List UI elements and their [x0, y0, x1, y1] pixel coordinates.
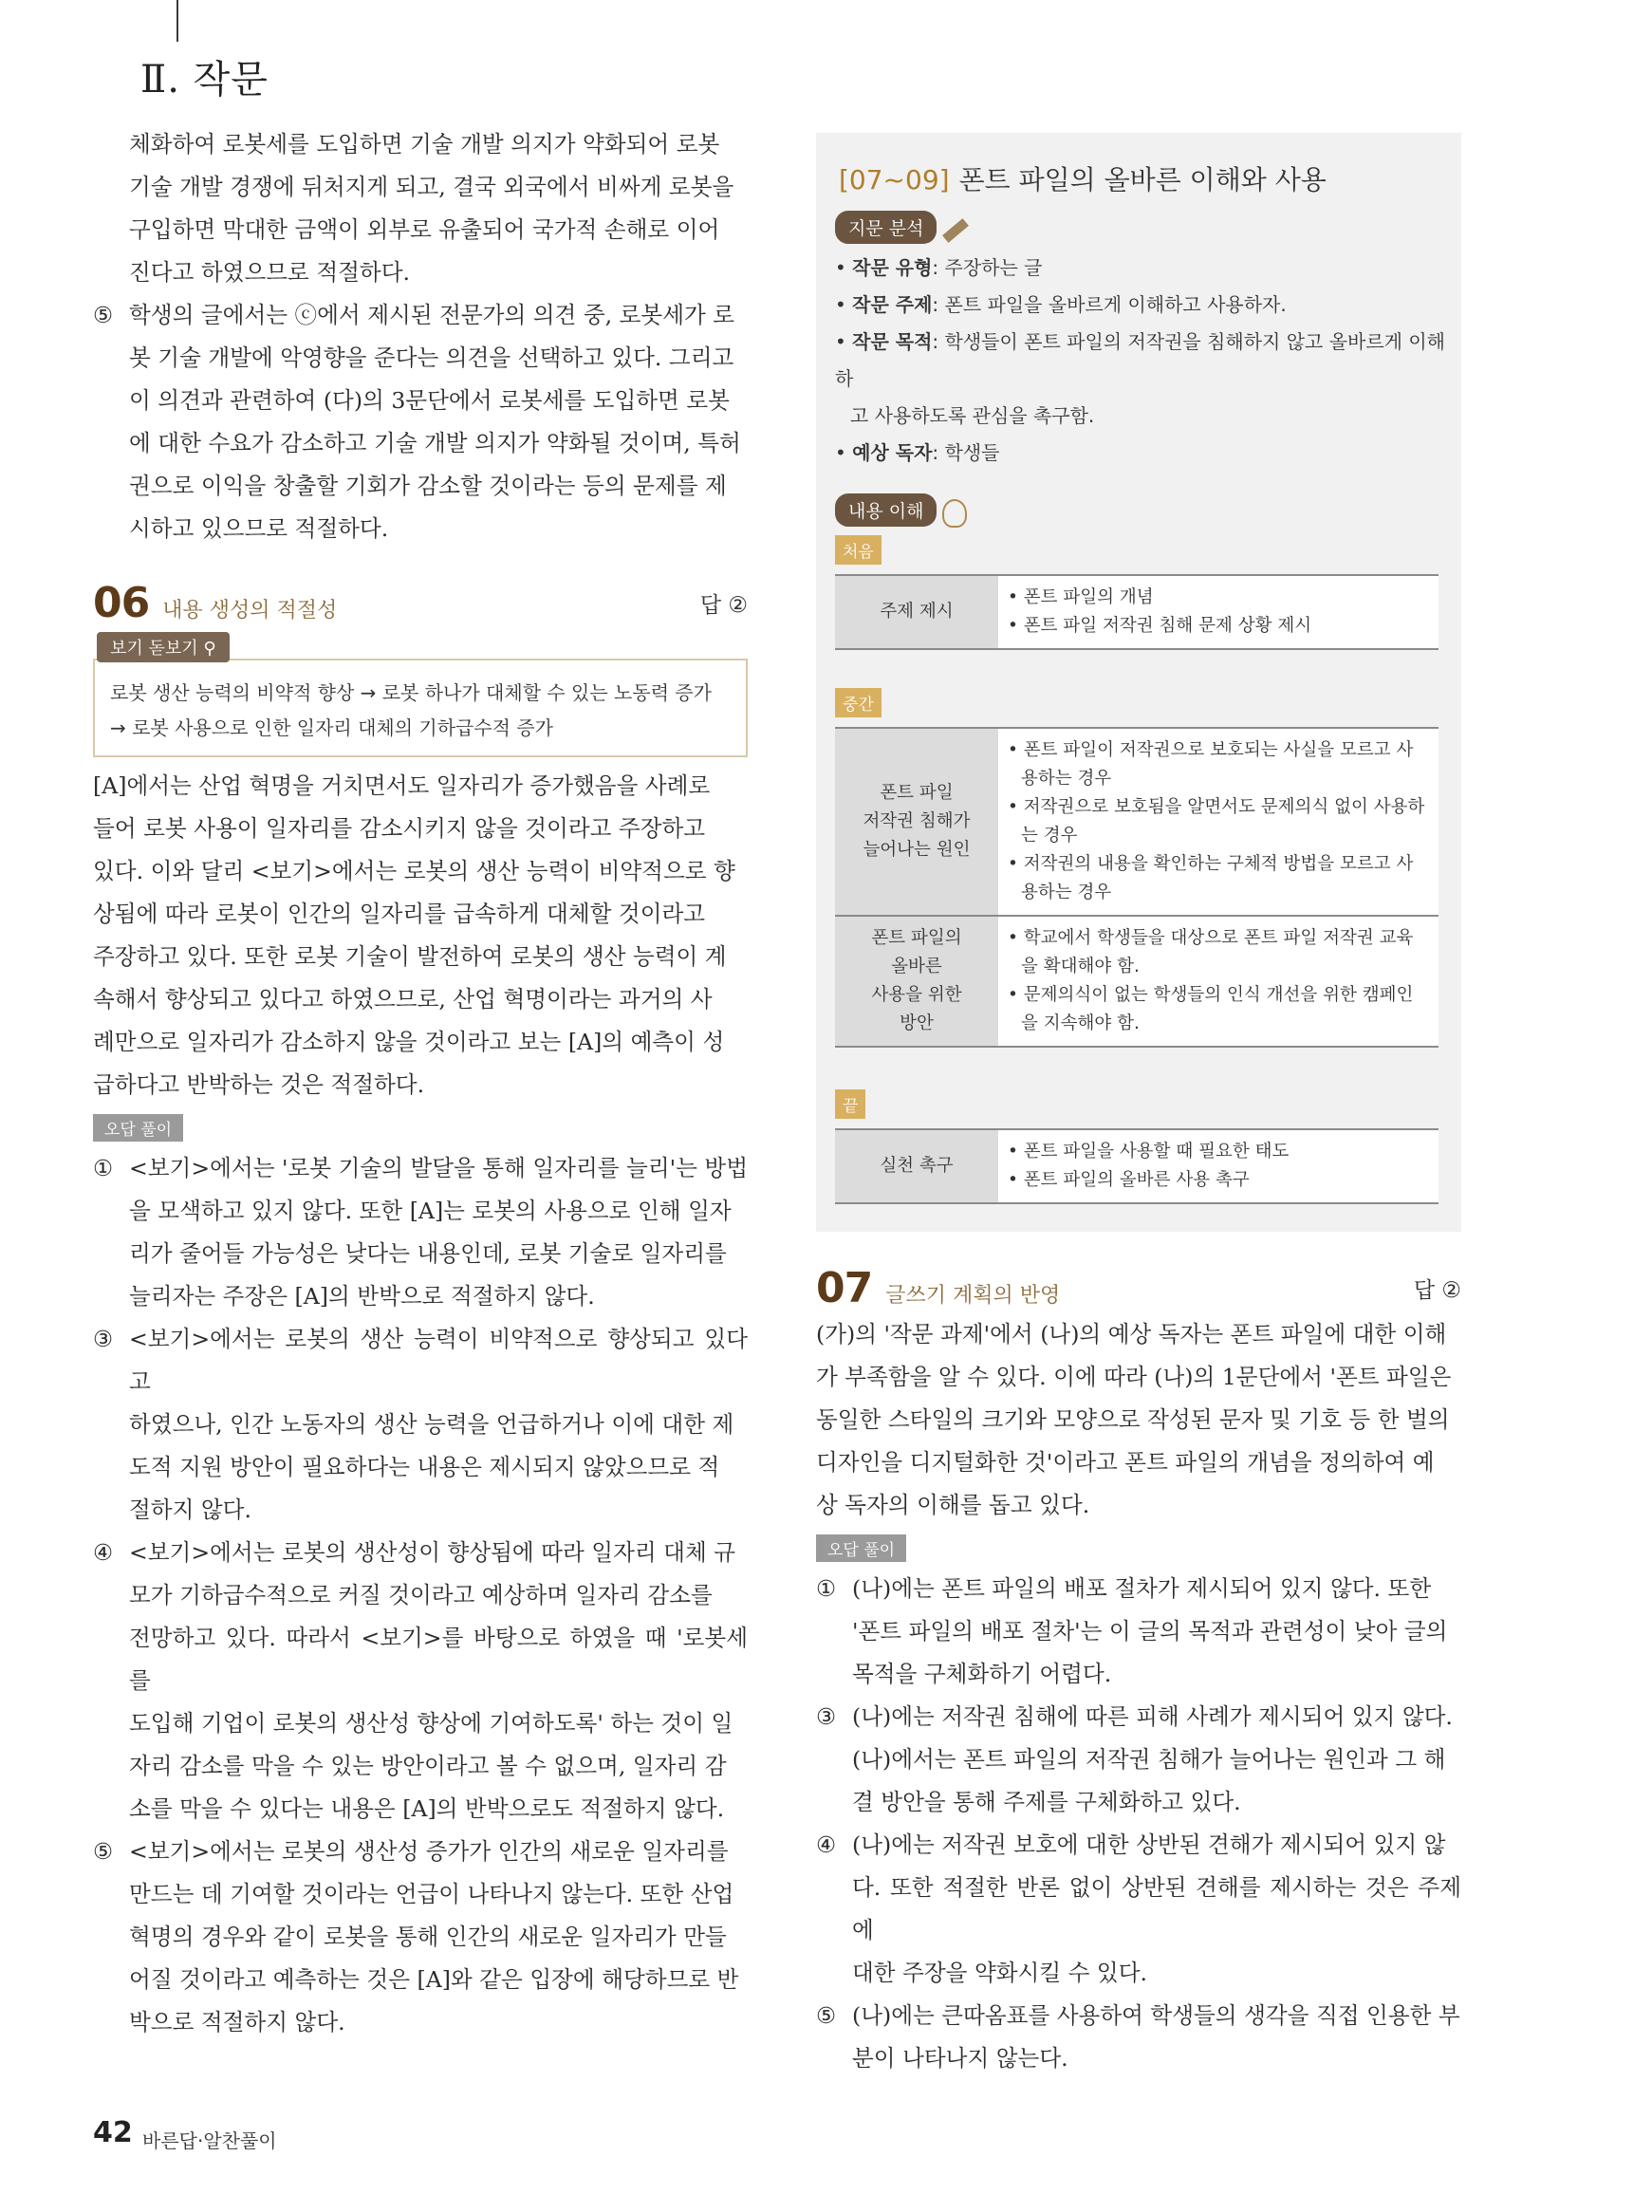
text-line: (나)에서는 폰트 파일의 저작권 침해가 늘어나는 원인과 그 해 — [852, 1746, 1446, 1773]
row-label: 주제 제시 — [835, 575, 998, 649]
wrong-item-5 — [93, 1831, 748, 2044]
text-line: 체화하여 로봇세를 도입하면 기술 개발 의지가 약화되어 로봇 — [129, 131, 720, 158]
text-line: 구입하면 막대한 금액이 외부로 유출되어 국가적 손해로 이어 — [129, 216, 720, 243]
text-line: 상됨에 따라 로봇이 인간의 일자리를 급속하게 대체할 것이라고 — [93, 901, 706, 927]
item-number: ① — [816, 1575, 837, 1602]
analysis-value: 고 사용하도록 관심을 촉구함. — [850, 404, 1095, 427]
bullet-text: 폰트 파일의 올바른 사용 촉구 — [1023, 1169, 1250, 1190]
row-label: 폰트 파일의 올바른 사용을 위한 방안 — [835, 916, 998, 1047]
text-line: 봇 기술 개발에 악영향을 준다는 의견을 선택하고 있다. 그리고 — [129, 344, 734, 371]
text-line: (가)의 '작문 과제'에서 (나)의 예상 독자는 폰트 파일에 대한 이해 — [816, 1321, 1447, 1348]
chapter-title: Ⅱ. 작문 — [140, 58, 269, 102]
summary-table — [835, 1128, 1439, 1204]
page-number: 42 — [93, 2116, 133, 2149]
item-number: ⑤ — [93, 302, 114, 328]
wrong-item-4 — [816, 1824, 1461, 1995]
item-number: ③ — [93, 1326, 114, 1352]
row-bullet: • 문제의식이 없는 학생들의 인식 개선을 위한 캠페인을 지속해야 함. — [1008, 984, 1414, 1033]
text-line: 자리 감소를 막을 수 있는 방안이라고 볼 수 없으며, 일자리 감 — [129, 1753, 727, 1779]
item-number: ① — [93, 1155, 114, 1181]
analysis-value: : 폰트 파일을 올바르게 이해하고 사용하자. — [932, 293, 1287, 316]
text-line: 전망하고 있다. 따라서 <보기>를 바탕으로 하였을 때 '로봇세를 — [129, 1625, 748, 1694]
text-line: 례만으로 일자리가 감소하지 않을 것이라고 보는 [A]의 예측이 성 — [93, 1029, 725, 1055]
section-beginning — [835, 535, 1439, 650]
analysis-key: 예상 독자 — [852, 441, 933, 464]
analysis-item — [835, 398, 1461, 435]
text-line: 어질 것이라고 예측하는 것은 [A]와 같은 입장에 해당하므로 반 — [129, 1966, 739, 1993]
text-line: 목적을 구체화하기 어렵다. — [852, 1661, 1112, 1687]
bullet-text: 학교에서 학생들을 대상으로 폰트 파일 저작권 교육을 확대해야 함. — [1021, 927, 1414, 976]
text-line: 기술 개발 경쟁에 뒤처지게 되고, 결국 외국에서 비싸게 로봇을 — [129, 174, 734, 200]
section-tag: 중간 — [835, 688, 882, 717]
passage-range: [07~09] — [839, 164, 950, 195]
bogi-line: 로봇 생산 능력의 비약적 향상 → 로봇 하나가 대체할 수 있는 노동력 증가 — [110, 681, 713, 704]
table-row — [835, 1129, 1439, 1203]
section-tag: 처음 — [835, 535, 882, 565]
text-line: [A]에서는 산업 혁명을 거치면서도 일자리가 증가했음을 사례로 — [93, 772, 711, 799]
item-number: ⑤ — [816, 2002, 837, 2029]
passage-title: 폰트 파일의 올바른 이해와 사용 — [958, 164, 1327, 195]
text-line: (나)에는 저작권 보호에 대한 상반된 견해가 제시되어 있지 않 — [852, 1831, 1446, 1858]
row-bullet: • 저작권으로 보호됨을 알면서도 문제의식 없이 사용하는 경우 — [1008, 796, 1425, 846]
text-line: 이 의견과 관련하여 (다)의 3문단에서 로봇세를 도입하면 로봇 — [129, 387, 730, 414]
text-line: 혁명의 경우와 같이 로봇을 통해 인간의 새로운 일자리가 만들 — [129, 1924, 727, 1950]
bullet-text: 저작권의 내용을 확인하는 구체적 방법을 모르고 사용하는 경우 — [1021, 853, 1414, 902]
row-bullet: • 폰트 파일 저작권 침해 문제 상황 제시 — [1008, 615, 1312, 636]
wrong-item-3 — [816, 1696, 1461, 1824]
text-line: 도적 지원 방안이 필요하다는 내용은 제시되지 않았으므로 적 — [129, 1454, 720, 1480]
summary-table — [835, 727, 1439, 1048]
table-row — [835, 916, 1439, 1047]
analysis-panel — [816, 133, 1461, 1232]
analysis-item: • 작문 유형: 주장하는 글 — [835, 256, 1043, 279]
wrong-item-5 — [816, 1995, 1461, 2080]
row-content — [998, 916, 1439, 1047]
text-line: 소를 막을 수 있다는 내용은 [A]의 반박으로도 적절하지 않다. — [129, 1795, 725, 1822]
row-bullet: • 학교에서 학생들을 대상으로 폰트 파일 저작권 교육을 확대해야 함. — [1008, 927, 1414, 976]
text-line: 디자인을 디지털화한 것'이라고 폰트 파일의 개념을 정의하여 예 — [816, 1449, 1435, 1476]
table-row — [835, 575, 1439, 649]
wrong-item-1 — [816, 1568, 1461, 1696]
summary-table — [835, 574, 1439, 650]
bullet-text: 문제의식이 없는 학생들의 인식 개선을 위한 캠페인을 지속해야 함. — [1021, 984, 1414, 1033]
bullet-text: 폰트 파일을 사용할 때 필요한 태도 — [1023, 1141, 1290, 1162]
analysis-item: • 작문 주제: 폰트 파일을 올바르게 이해하고 사용하자. — [835, 293, 1287, 316]
analysis-tag — [835, 211, 937, 244]
wrong-item-1 — [93, 1147, 748, 1318]
text-line: <보기>에서는 로봇의 생산성 증가가 인간의 새로운 일자리를 — [129, 1838, 729, 1865]
row-label: 폰트 파일 저작권 침해가 늘어나는 원인 — [835, 728, 998, 916]
bullet-text: 폰트 파일 저작권 침해 문제 상황 제시 — [1023, 615, 1312, 636]
row-bullet: • 저작권의 내용을 확인하는 구체적 방법을 모르고 사용하는 경우 — [1008, 853, 1414, 902]
bogi-box — [93, 659, 748, 757]
bogi-tag-label: 보기 돋보기 — [110, 639, 198, 659]
text-line: 을 모색하고 있지 않다. 또한 [A]는 로봇의 사용으로 인해 일자 — [129, 1198, 732, 1224]
text-line: 도입해 기업이 로봇의 생산성 향상에 기여하도록' 하는 것이 일 — [129, 1710, 733, 1737]
question-number: 07 — [816, 1263, 873, 1312]
text-line: 동일한 스타일의 크기와 모양으로 작성된 문자 및 기호 등 한 벌의 — [816, 1406, 1450, 1433]
text-line: 박으로 적절하지 않다. — [129, 2009, 345, 2035]
text-line: 속해서 향상되고 있다고 하였으므로, 산업 혁명이라는 과거의 사 — [93, 986, 713, 1013]
text-line: 하였으나, 인간 노동자의 생산 능력을 언급하거나 이에 대한 제 — [129, 1411, 734, 1438]
header-rule — [176, 0, 178, 42]
question-06-header — [93, 577, 748, 628]
q06-explanation — [93, 765, 748, 1106]
wrong-item-4 — [93, 1532, 748, 1831]
text-line: 결 방안을 통해 주제를 구체화하고 있다. — [852, 1789, 1241, 1815]
left-column — [93, 123, 748, 2044]
row-bullet: • 폰트 파일의 개념 — [1008, 586, 1154, 607]
text-line: 상 독자의 이해를 돕고 있다. — [816, 1492, 1090, 1518]
panel-title — [839, 159, 1327, 197]
analysis-value: : 주장하는 글 — [932, 256, 1043, 279]
wrong-item-3 — [93, 1318, 748, 1532]
row-content — [998, 728, 1439, 916]
text-line: 진다고 하였으므로 적절하다. — [129, 259, 410, 286]
analysis-block — [835, 211, 1461, 472]
bullet-text: 저작권으로 보호됨을 알면서도 문제의식 없이 사용하는 경우 — [1021, 796, 1425, 846]
row-content — [998, 575, 1439, 649]
answer-label: 답 ② — [1413, 1277, 1461, 1303]
book-title: 바른답·알찬풀이 — [142, 2129, 277, 2152]
bogi-line: → 로봇 사용으로 인한 일자리 대체의 기하급수적 증가 — [110, 716, 553, 739]
question-07-block — [816, 1262, 1461, 2080]
analysis-key: 작문 주제 — [852, 293, 933, 316]
section-tag: 끝 — [835, 1089, 865, 1119]
bogi-section — [93, 632, 748, 757]
text-line: 에 대한 수요가 감소하고 기술 개발 의지가 약화될 것이며, 특허 — [129, 430, 741, 456]
intro-paragraph — [93, 123, 748, 294]
q07-explanation — [816, 1313, 1461, 1527]
text-line: 들어 로봇 사용이 일자리를 감소시키지 않을 것이라고 주장하고 — [93, 815, 706, 842]
text-line: 있다. 이와 달리 <보기>에서는 로봇의 생산 능력이 비약적으로 향 — [93, 858, 735, 884]
analysis-value: : 학생들이 폰트 파일의 저작권을 침해하지 않고 올바르게 이해하 — [835, 330, 1446, 390]
table-row — [835, 728, 1439, 916]
content-block — [835, 493, 1439, 1204]
wrong-answer-tag: 오답 풀이 — [93, 1114, 183, 1142]
row-bullet: • 폰트 파일을 사용할 때 필요한 태도 — [1008, 1141, 1290, 1162]
analysis-value: : 학생들 — [932, 441, 1000, 464]
text-line: 대한 주장을 약화시킬 수 있다. — [852, 1960, 1147, 1986]
text-line: 주장하고 있다. 또한 로봇 기술이 발전하여 로봇의 생산 능력이 계 — [93, 943, 727, 970]
row-bullet: • 폰트 파일의 올바른 사용 촉구 — [1008, 1169, 1250, 1190]
text-line: 분이 나타나지 않는다. — [852, 2045, 1068, 2072]
wrong-answer-tag: 오답 풀이 — [816, 1534, 906, 1562]
question-title: 내용 생성의 적절성 — [162, 598, 338, 623]
text-line: 리가 줄어들 가능성은 낮다는 내용인데, 로봇 기술로 일자리를 — [129, 1240, 727, 1267]
section-end — [835, 1089, 1439, 1204]
text-line: 권으로 이익을 창출할 기회가 감소할 것이라는 등의 문제를 제 — [129, 473, 727, 499]
text-line: <보기>에서는 로봇의 생산 능력이 비약적으로 향상되고 있다고 — [129, 1326, 748, 1395]
content-tag-label: 내용 이해 — [848, 501, 924, 522]
text-line: <보기>에서는 '로봇 기술의 발달을 통해 일자리를 늘리'는 방법 — [129, 1155, 749, 1181]
row-label: 실천 촉구 — [835, 1129, 998, 1203]
row-bullet: • 폰트 파일이 저작권으로 보호되는 사실을 모르고 사용하는 경우 — [1008, 739, 1414, 789]
text-line: 절하지 않다. — [129, 1496, 251, 1523]
text-line: 다. 또한 적절한 반론 없이 상반된 견해를 제시하는 것은 주제에 — [852, 1874, 1461, 1943]
content-tag — [835, 493, 937, 527]
item-number: ④ — [93, 1539, 114, 1566]
text-line: <보기>에서는 로봇의 생산성이 향상됨에 따라 일자리 대체 규 — [129, 1539, 736, 1566]
text-line: 급하다고 반박하는 것은 적절하다. — [93, 1071, 425, 1098]
analysis-key: 작문 유형 — [852, 256, 933, 279]
text-line: 가 부족함을 알 수 있다. 이에 따라 (나)의 1문단에서 '폰트 파일은 — [816, 1364, 1452, 1390]
text-line: (나)에는 큰따옴표를 사용하여 학생들의 생각을 직접 인용한 부 — [852, 2002, 1460, 2029]
row-content — [998, 1129, 1439, 1203]
bullet-text: 폰트 파일의 개념 — [1023, 586, 1154, 607]
item-number: ⑤ — [93, 1838, 114, 1865]
analysis-item: • 예상 독자: 학생들 — [835, 441, 1000, 464]
pencil-icon — [943, 218, 970, 243]
section-middle — [835, 688, 1439, 1048]
question-07-header — [816, 1262, 1461, 1313]
lightbulb-icon — [942, 499, 967, 528]
text-line: 만드는 데 기여할 것이라는 언급이 나타나지 않는다. 또한 산업 — [129, 1881, 734, 1907]
item-number: ④ — [816, 1831, 837, 1858]
text-line: (나)에는 폰트 파일의 배포 절차가 제시되어 있지 않다. 또한 — [852, 1575, 1432, 1602]
text-line: 늘리자는 주장은 [A]의 반박으로 적절하지 않다. — [129, 1283, 595, 1310]
explanation-item-5 — [93, 294, 748, 550]
question-title: 글쓰기 계획의 반영 — [885, 1283, 1061, 1308]
text-line: 시하고 있으므로 적절하다. — [129, 515, 389, 542]
magnifier-icon: ⚲ — [203, 639, 216, 659]
item-number: ③ — [816, 1703, 837, 1730]
bogi-tag — [97, 632, 230, 662]
text-line: '폰트 파일의 배포 절차'는 이 글의 목적과 관련성이 낮아 글의 — [852, 1618, 1448, 1645]
analysis-item: • 작문 목적: 학생들이 폰트 파일의 저작권을 침해하지 않고 올바르게 이해하 — [835, 330, 1446, 390]
question-number: 06 — [93, 578, 150, 627]
bullet-text: 폰트 파일이 저작권으로 보호되는 사실을 모르고 사용하는 경우 — [1021, 739, 1414, 789]
text-line: 학생의 글에서는 ⓒ에서 제시된 전문가의 의견 중, 로봇세가 로 — [129, 302, 735, 328]
text-line: (나)에는 저작권 침해에 따른 피해 사례가 제시되어 있지 않다. — [852, 1703, 1453, 1730]
analysis-tag-label: 지문 분석 — [848, 218, 924, 239]
analysis-list — [835, 250, 1461, 472]
text-line: 모가 기하급수적으로 커질 것이라고 예상하며 일자리 감소를 — [129, 1582, 713, 1608]
analysis-key: 작문 목적 — [852, 330, 933, 353]
answer-label: 답 ② — [699, 592, 748, 618]
